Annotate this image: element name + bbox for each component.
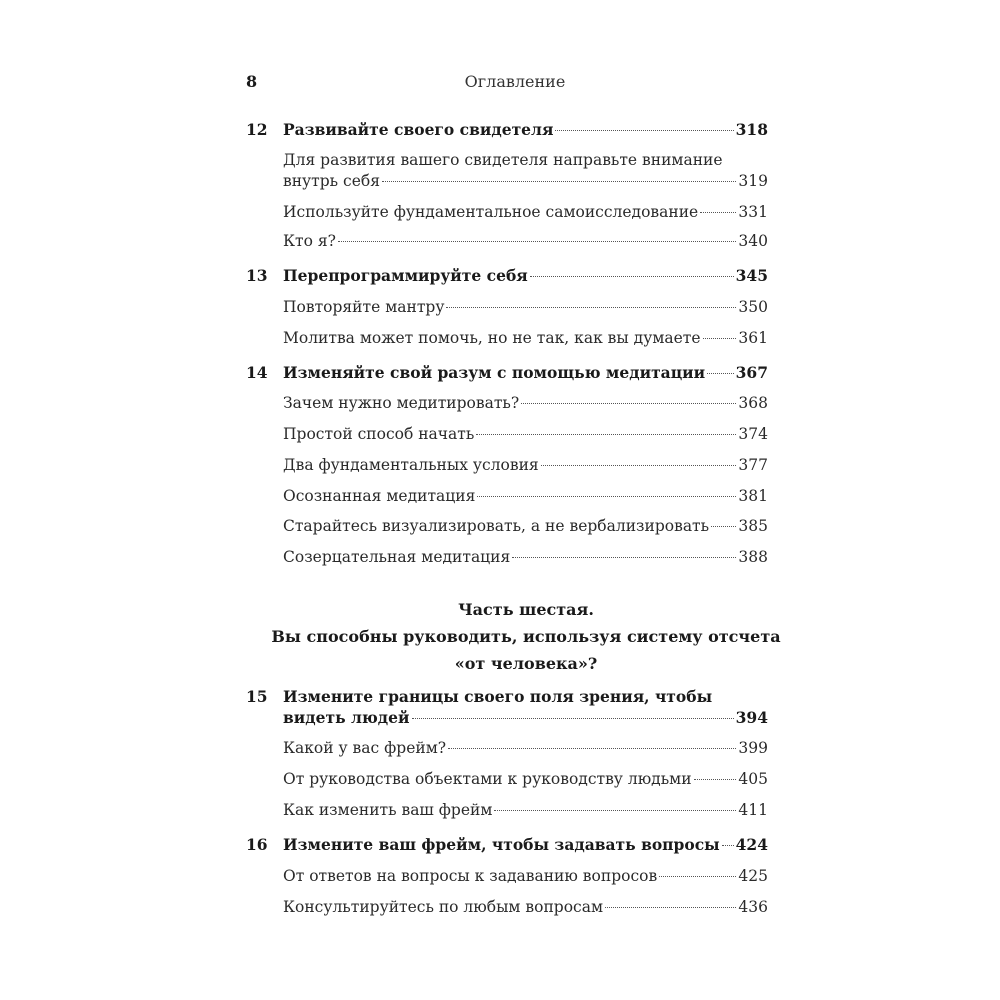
entry-page-number: 405 xyxy=(738,770,768,788)
entry-title: От ответов на вопросы к задаванию вопросов xyxy=(283,867,658,885)
chapter-entry[interactable] xyxy=(246,362,768,384)
entry-title: Кто я? xyxy=(283,232,336,250)
entry-title: Развивайте своего свидетеля xyxy=(283,120,554,139)
entry-title: Осознанная медитация xyxy=(283,487,476,505)
part-title-line: Часть шестая. xyxy=(458,600,594,619)
entry-page-number: 331 xyxy=(738,203,768,221)
dot-leader xyxy=(555,130,733,131)
entry-page-number: 399 xyxy=(738,739,768,757)
part-title-line: «от человека»? xyxy=(454,654,598,673)
section-entry[interactable] xyxy=(246,230,768,252)
entry-page-number: 377 xyxy=(738,456,768,474)
section-entry[interactable] xyxy=(246,296,768,318)
section-entry[interactable] xyxy=(246,799,768,821)
chapter-number: 12 xyxy=(246,120,268,139)
dot-leader xyxy=(521,403,736,404)
section-entry[interactable] xyxy=(246,392,768,414)
dot-leader xyxy=(707,373,733,374)
dot-leader xyxy=(711,526,736,527)
running-header: Оглавление xyxy=(464,72,566,91)
entry-page-number: 361 xyxy=(738,329,768,347)
entry-page-number: 319 xyxy=(738,172,768,190)
page-number: 8 xyxy=(246,72,258,91)
entry-page-number: 436 xyxy=(738,898,768,916)
entry-page-number: 318 xyxy=(735,120,768,139)
chapter-entry[interactable] xyxy=(246,686,768,729)
entry-title: Измените ваш фрейм, чтобы задавать вопросы xyxy=(283,835,720,854)
section-entry[interactable] xyxy=(246,768,768,790)
part-title-line: Вы способны руководить, используя систему отсчета xyxy=(271,627,781,646)
entry-title: Перепрограммируйте себя xyxy=(283,266,528,285)
section-entry[interactable] xyxy=(246,149,768,192)
entry-title: Используйте фундаментальное самоисследование xyxy=(283,203,699,221)
entry-page-number: 388 xyxy=(738,548,768,566)
chapter-number: 13 xyxy=(246,266,268,285)
entry-page-number: 368 xyxy=(738,394,768,412)
entry-page-number: 394 xyxy=(735,708,768,727)
chapter-entry[interactable] xyxy=(246,265,768,287)
dot-leader xyxy=(659,876,736,877)
entry-title: видеть людей xyxy=(283,708,410,727)
chapter-number: 16 xyxy=(246,835,268,854)
section-entry[interactable] xyxy=(246,454,768,476)
entry-title: Измените границы своего поля зрения, чтобы xyxy=(283,687,713,706)
entry-title: Изменяйте свой разум с помощью медитации xyxy=(283,363,706,382)
entry-title: Какой у вас фрейм? xyxy=(283,739,447,757)
section-entry[interactable] xyxy=(246,327,768,349)
entry-title: Созерцательная медитация xyxy=(283,548,511,566)
dot-leader xyxy=(541,465,737,466)
entry-title: Как изменить ваш фрейм xyxy=(283,801,493,819)
entry-title: Молитва может помочь, но не так, как вы думаете xyxy=(283,329,701,347)
dot-leader xyxy=(722,845,734,846)
entry-title: Простой способ начать xyxy=(283,425,475,443)
section-entry[interactable] xyxy=(246,485,768,507)
entry-title: Для развития вашего свидетеля направьте внимание xyxy=(283,151,723,169)
chapter-entry[interactable] xyxy=(246,834,768,856)
section-entry[interactable] xyxy=(246,737,768,759)
part-title xyxy=(246,596,806,677)
entry-title: Старайтесь визуализировать, а не вербализировать xyxy=(283,517,710,535)
entry-page-number: 425 xyxy=(738,867,768,885)
section-entry[interactable] xyxy=(246,865,768,887)
entry-page-number: 350 xyxy=(738,298,768,316)
dot-leader xyxy=(494,810,736,811)
entry-page-number: 381 xyxy=(738,487,768,505)
section-entry[interactable] xyxy=(246,546,768,568)
entry-title: Два фундаментальных условия xyxy=(283,456,539,474)
entry-page-number: 374 xyxy=(738,425,768,443)
dot-leader xyxy=(448,748,736,749)
dot-leader xyxy=(382,181,736,182)
dot-leader xyxy=(512,557,736,558)
dot-leader xyxy=(338,241,736,242)
dot-leader xyxy=(477,496,736,497)
section-entry[interactable] xyxy=(246,515,768,537)
dot-leader xyxy=(530,276,734,277)
dot-leader xyxy=(476,434,736,435)
chapter-entry[interactable] xyxy=(246,119,768,141)
entry-page-number: 385 xyxy=(738,517,768,535)
entry-page-number: 411 xyxy=(738,801,768,819)
entry-page-number: 340 xyxy=(738,232,768,250)
entry-page-number: 367 xyxy=(735,363,768,382)
entry-page-number: 345 xyxy=(735,266,768,285)
dot-leader xyxy=(700,212,736,213)
chapter-number: 14 xyxy=(246,363,268,382)
section-entry[interactable] xyxy=(246,896,768,918)
section-entry[interactable] xyxy=(246,423,768,445)
section-entry[interactable] xyxy=(246,201,768,223)
dot-leader xyxy=(412,718,734,719)
dot-leader xyxy=(694,779,737,780)
chapter-number: 15 xyxy=(246,687,268,706)
entry-page-number: 424 xyxy=(735,835,768,854)
dot-leader xyxy=(446,307,736,308)
entry-title: От руководства объектами к руководству людьми xyxy=(283,770,692,788)
entry-title: внутрь себя xyxy=(283,172,381,190)
dot-leader xyxy=(703,338,737,339)
entry-title: Повторяйте мантру xyxy=(283,298,445,316)
entry-title: Зачем нужно медитировать? xyxy=(283,394,520,412)
dot-leader xyxy=(605,907,736,908)
entry-title: Консультируйтесь по любым вопросам xyxy=(283,898,604,916)
